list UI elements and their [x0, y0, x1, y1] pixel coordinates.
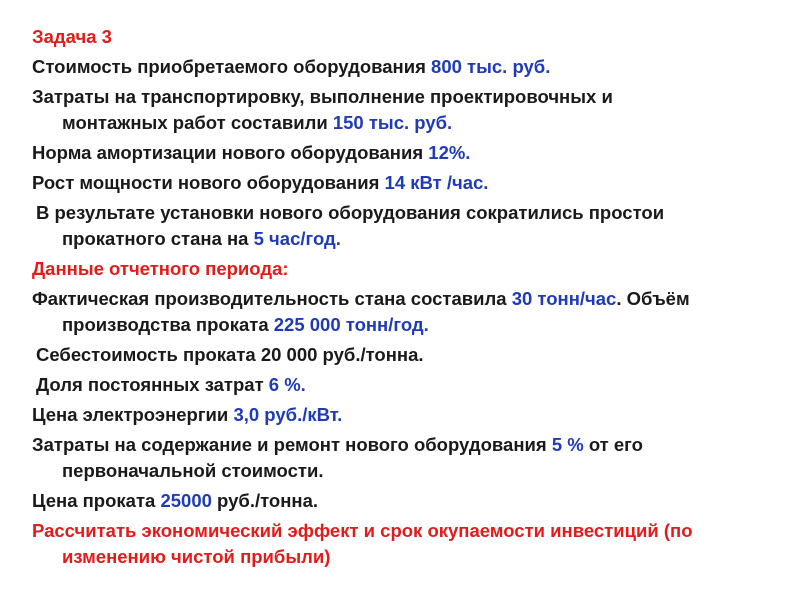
downtime-line-2	[32, 226, 770, 252]
amortization-label: Норма амортизации нового оборудования	[32, 142, 429, 163]
productivity-line-2	[32, 312, 770, 338]
maintenance-line-2: первоначальной стоимости.	[62, 460, 324, 481]
fixed-costs-value: 6 %.	[268, 374, 306, 395]
task-statement-line-1: Рассчитать экономический эффект и срок окупаемости инвестиций (по	[32, 520, 693, 541]
rolled-price-line	[32, 488, 770, 514]
energy-price-line	[32, 402, 770, 428]
self-cost-line: Себестоимость проката 20 000 руб./тонна.	[36, 344, 424, 365]
productivity-label: Фактическая производительность стана составила	[32, 288, 512, 309]
amortization-line	[32, 140, 770, 166]
equipment-cost-line	[32, 54, 770, 80]
fixed-costs-line	[32, 372, 770, 398]
maintenance-value: 5 %	[551, 434, 584, 455]
equipment-cost-label: Стоимость приобретаемого оборудования	[32, 56, 432, 77]
equipment-cost-value: 800 тыс. руб.	[431, 56, 551, 77]
downtime-label: прокатного стана на	[62, 228, 254, 249]
task-statement-line-2: изменению чистой прибыли)	[62, 546, 331, 567]
rolled-price-label: Цена проката	[32, 490, 161, 511]
task-title: Задача 3	[32, 26, 112, 47]
productivity-suffix: . Объём	[616, 288, 690, 309]
rolled-price-unit: руб./тонна.	[211, 490, 318, 511]
amortization-value: 12%.	[428, 142, 471, 163]
transport-costs-line-1: Затраты на транспортировку, выполнение проектировочных и	[32, 86, 613, 107]
rolled-price-value: 25000	[160, 490, 212, 511]
fixed-costs-label: Доля постоянных затрат	[36, 374, 269, 395]
productivity-line-1	[32, 286, 770, 312]
downtime-line-1: В результате установки нового оборудования сократились простои	[36, 202, 665, 223]
transport-costs-value: 150 тыс. руб.	[332, 112, 453, 133]
energy-price-label: Цена электроэнергии	[32, 404, 234, 425]
power-growth-label: Рост мощности нового оборудования	[32, 172, 385, 193]
maintenance-label: Затраты на содержание и ремонт нового оборудования	[32, 434, 552, 455]
downtime-value: 5 час/год.	[253, 228, 341, 249]
maintenance-suffix: от его	[583, 434, 643, 455]
productivity-value: 30 тонн/час	[511, 288, 617, 309]
transport-costs-label: монтажных работ составили	[62, 112, 333, 133]
maintenance-line-1	[32, 432, 770, 458]
energy-price-value: 3,0 руб./кВт.	[233, 404, 343, 425]
power-growth-value: 14 кВт /час.	[384, 172, 489, 193]
report-period-heading: Данные отчетного периода:	[32, 258, 289, 279]
volume-label: производства проката	[62, 314, 274, 335]
volume-value: 225 000 тонн/год.	[273, 314, 429, 335]
power-growth-line	[32, 170, 770, 196]
transport-costs-line-2	[32, 110, 770, 136]
